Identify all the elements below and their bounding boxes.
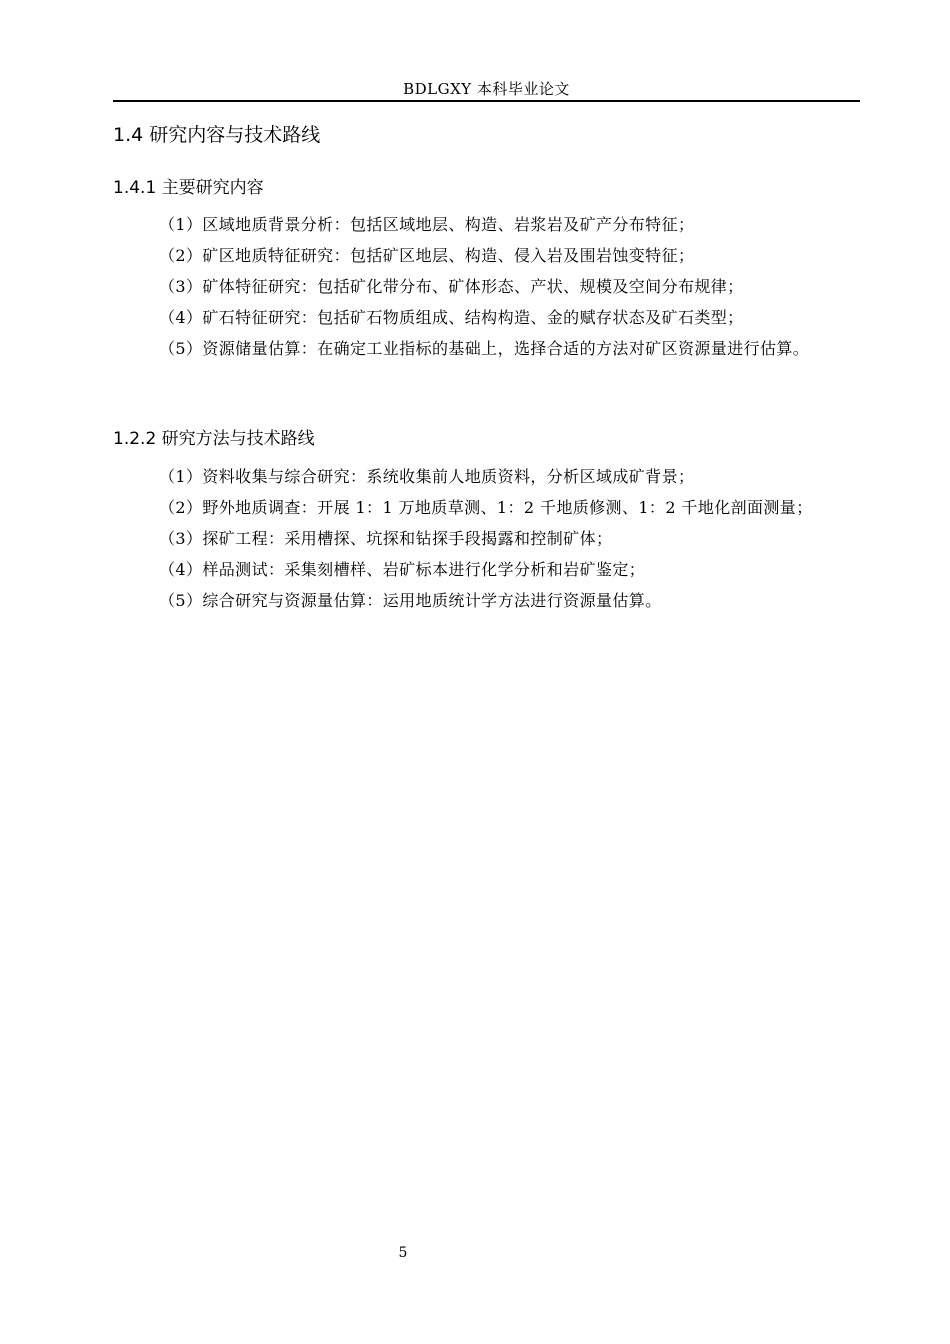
header-rule: [113, 100, 860, 102]
list-item: （4）矿石特征研究：包括矿石物质组成、结构构造、金的赋存状态及矿石类型；: [159, 308, 744, 327]
list-item: （3）探矿工程：采用槽探、坑探和钻探手段揭露和控制矿体；: [159, 529, 613, 548]
page-number: 5: [398, 1245, 408, 1261]
subsection-heading-methods: 1.2.2 研究方法与技术路线: [113, 429, 315, 449]
list-item: （2）野外地质调查：开展 1：1 万地质草测、1：2 千地质修测、1：2 千地化剖面测量；: [159, 498, 813, 517]
list-item: （4）样品测试：采集刻槽样、岩矿标本进行化学分析和岩矿鉴定；: [159, 560, 646, 579]
list-item: （5）综合研究与资源量估算：运用地质统计学方法进行资源量估算。: [159, 591, 662, 610]
list-item: （3）矿体特征研究：包括矿化带分布、矿体形态、产状、规模及空间分布规律；: [159, 277, 744, 296]
methods-list: [113, 461, 860, 616]
list-item: （1）区域地质背景分析：包括区域地层、构造、岩浆岩及矿产分布特征；: [159, 215, 695, 234]
list-item: （1）资料收集与综合研究：系统收集前人地质资料，分析区域成矿背景；: [159, 467, 695, 486]
list-item: （2）矿区地质特征研究：包括矿区地层、构造、侵入岩及围岩蚀变特征；: [159, 246, 695, 265]
section-heading: 1.4 研究内容与技术路线: [113, 124, 321, 146]
list-item: （5）资源储量估算：在确定工业指标的基础上，选择合适的方法对矿区资源量进行估算。: [159, 339, 810, 358]
subsection-heading-main-content: 1.4.1 主要研究内容: [113, 178, 264, 198]
page-header: BDLGXY 本科毕业论文: [403, 80, 570, 98]
main-content-list: [113, 209, 860, 364]
